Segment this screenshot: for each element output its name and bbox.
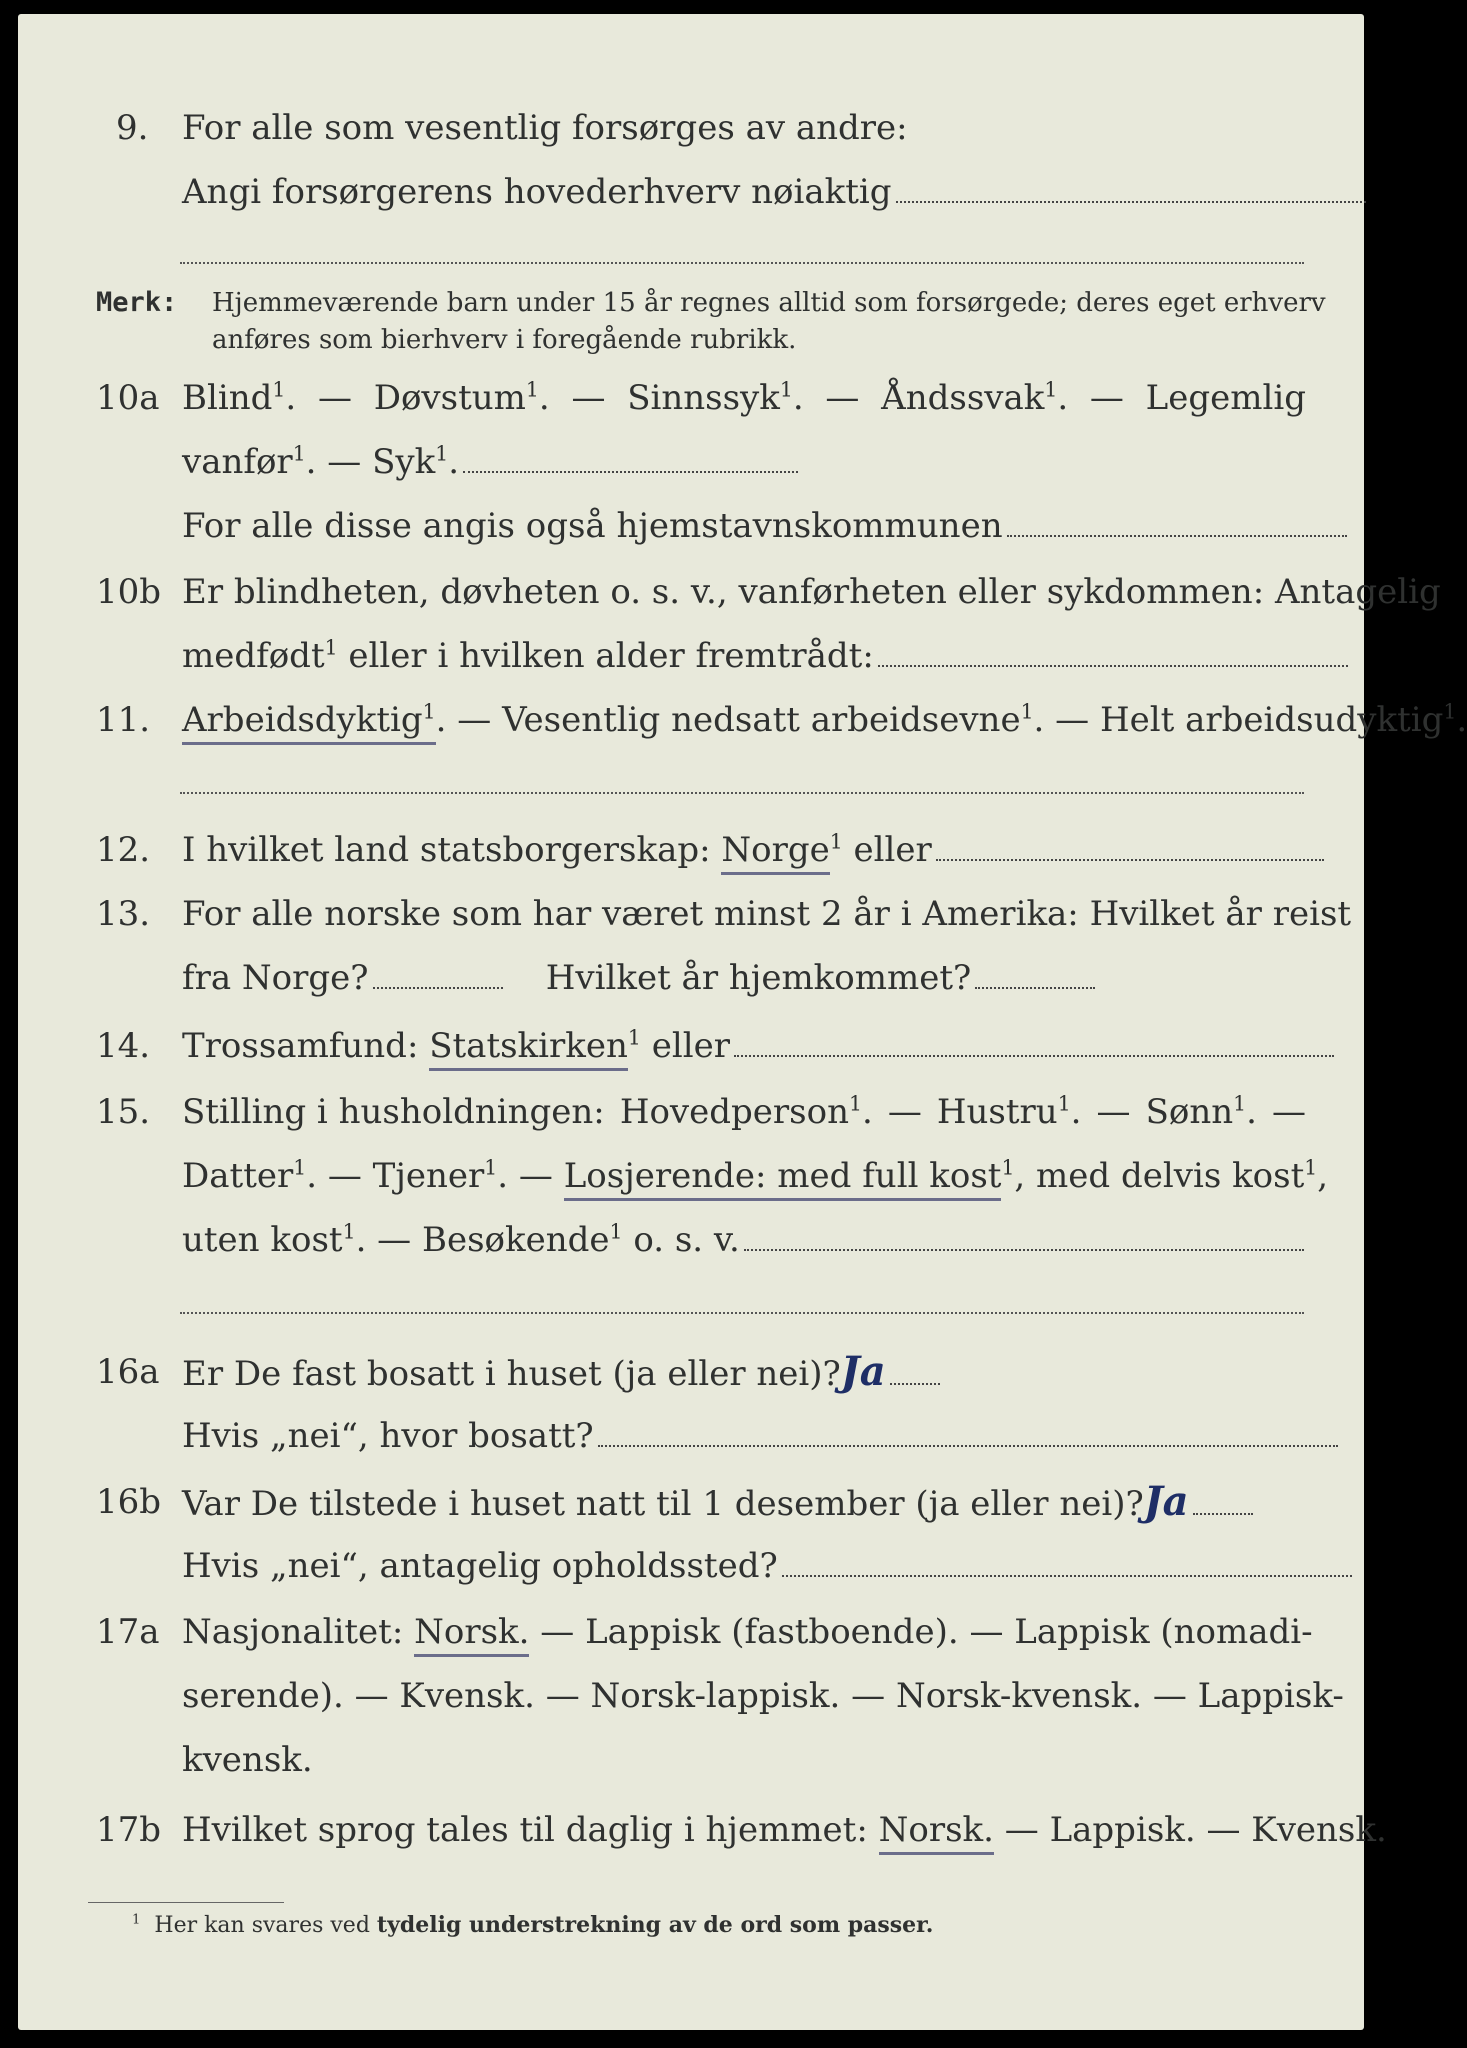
q17a-norsk-underline: Norsk. (414, 1612, 529, 1657)
merk-line2: anføres som bierhverv i foregående rubrikk. (212, 325, 797, 355)
q10b-answer-field[interactable] (878, 664, 1348, 667)
q16b-line2: Hvis „nei“, antagelig opholdssted? (182, 1546, 1352, 1586)
q15-line1: Stilling i husholdningen: Hovedperson$^1$. — Hustru$^1$. — Sønn$^1$. — (182, 1091, 1306, 1132)
merk-line1: Hjemmeværende barn under 15 år regnes alltid som forsørgede; deres eget erhverv (212, 288, 1326, 318)
q17a-line3: kvensk. (182, 1740, 313, 1780)
q13-line2: fra Norge? Hvilket år hjemkommet? (182, 958, 1095, 998)
footnote: $^1$ Her kan svares ved tydelig understrekning av de ord som passer. (132, 1912, 934, 1938)
q11-number: 11. (96, 700, 151, 740)
q15-extra-line[interactable] (180, 1312, 1304, 1314)
q17a-line1: Nasjonalitet: Norsk. — Lappisk (fastboende). — Lappisk (nomadi- (182, 1612, 1313, 1652)
q14-statskirken-underline: Statskirken (429, 1026, 628, 1071)
q13-number: 13. (96, 894, 151, 934)
q9-answer-field[interactable] (896, 200, 1366, 203)
q9-line2: Angi forsørgerens hovederhverv nøiaktig (182, 172, 1366, 212)
q9-number: 9. (116, 108, 149, 148)
q10a-kommune-field[interactable] (1007, 534, 1347, 537)
q12-norge-underline: Norge (721, 830, 829, 875)
q15-answer-field[interactable] (744, 1248, 1304, 1251)
q11-line: Arbeidsdyktig$^1$. — Vesentlig nedsatt arbeidsevne$^1$. — Helt arbeidsudyktig$^1$. (182, 700, 1467, 740)
q14-line: Trossamfund: Statskirken$^1$ eller (182, 1026, 1334, 1066)
merk-label: Merk: (96, 287, 178, 318)
q17b-norsk-underline: Norsk. (879, 1810, 994, 1855)
q15-losjerende-underline: Losjerende: med full kost (564, 1156, 1002, 1201)
q10a-answer-field[interactable] (463, 470, 798, 473)
q15-line3: uten kost$^1$. — Besøkende$^1$ o. s. v. (182, 1220, 1304, 1260)
q9-extra-answer-line[interactable] (180, 262, 1304, 264)
q16a-line2: Hvis „nei“, hvor bosatt? (182, 1416, 1338, 1456)
q10b-number: 10b (96, 572, 162, 612)
q11-answer-line[interactable] (180, 792, 1304, 794)
q12-line: I hvilket land statsborgerskap: Norge$^1$ eller (182, 830, 1324, 870)
q12-number: 12. (96, 830, 151, 870)
q15-line2: Datter$^1$. — Tjener$^1$. — Losjerende: med full kost$^1$, med delvis kost$^1$, (182, 1156, 1328, 1196)
q16a-bosatt-field[interactable] (598, 1444, 1338, 1447)
q17b-line: Hvilket sprog tales til daglig i hjemmet: Norsk. — Lappisk. — Kvensk. (182, 1810, 1387, 1850)
footnote-divider (88, 1902, 284, 1903)
q16b-number: 16b (96, 1482, 162, 1522)
q16b-answer-field[interactable] (1193, 1512, 1253, 1515)
q10b-line2: medfødt$^1$ eller i hvilken alder fremtrådt: (182, 636, 1348, 676)
q16b-handwritten-answer[interactable]: Ja (1143, 1478, 1189, 1525)
q10b-line1: Er blindheten, døvheten o. s. v., vanførheten eller sykdommen: Antagelig (182, 572, 1441, 612)
q11-selected-underline: Arbeidsdyktig$^1$ (182, 700, 436, 745)
q16a-line1: Er De fast bosatt i huset (ja eller nei)?Ja (182, 1352, 940, 1394)
q17a-line2: serende). — Kvensk. — Norsk-lappisk. — Norsk-kvensk. — Lappisk- (182, 1676, 1344, 1716)
q9-line1: For alle som vesentlig forsørges av andre: (182, 108, 908, 148)
q13-hjemkommet-field[interactable] (975, 986, 1095, 989)
q15-number: 15. (96, 1092, 151, 1132)
q13-reist-field[interactable] (373, 986, 503, 989)
q10a-line1: Blind$^1$. — Døvstum$^1$. — Sinnssyk$^1$. — Åndssvak$^1$. — Legemlig (182, 377, 1306, 418)
q13-line1: For alle norske som har været minst 2 år i Amerika: Hvilket år reist (182, 894, 1352, 934)
q16a-answer-field[interactable] (890, 1382, 940, 1385)
q14-number: 14. (96, 1026, 151, 1066)
q16b-opholdssted-field[interactable] (782, 1574, 1352, 1577)
q17a-number: 17a (96, 1612, 160, 1652)
q16a-number: 16a (96, 1352, 160, 1392)
q17b-number: 17b (96, 1810, 162, 1850)
q16a-handwritten-answer[interactable]: Ja (840, 1348, 886, 1395)
q10a-line2: vanfør$^1$. — Syk$^1$. (182, 442, 798, 482)
q12-answer-field[interactable] (936, 858, 1324, 861)
q10a-line3: For alle disse angis også hjemstavnskommunen (182, 506, 1347, 546)
q10a-number: 10a (96, 378, 160, 418)
q16b-line1: Var De tilstede i huset natt til 1 desember (ja eller nei)?Ja (182, 1482, 1253, 1524)
q14-answer-field[interactable] (734, 1054, 1334, 1057)
